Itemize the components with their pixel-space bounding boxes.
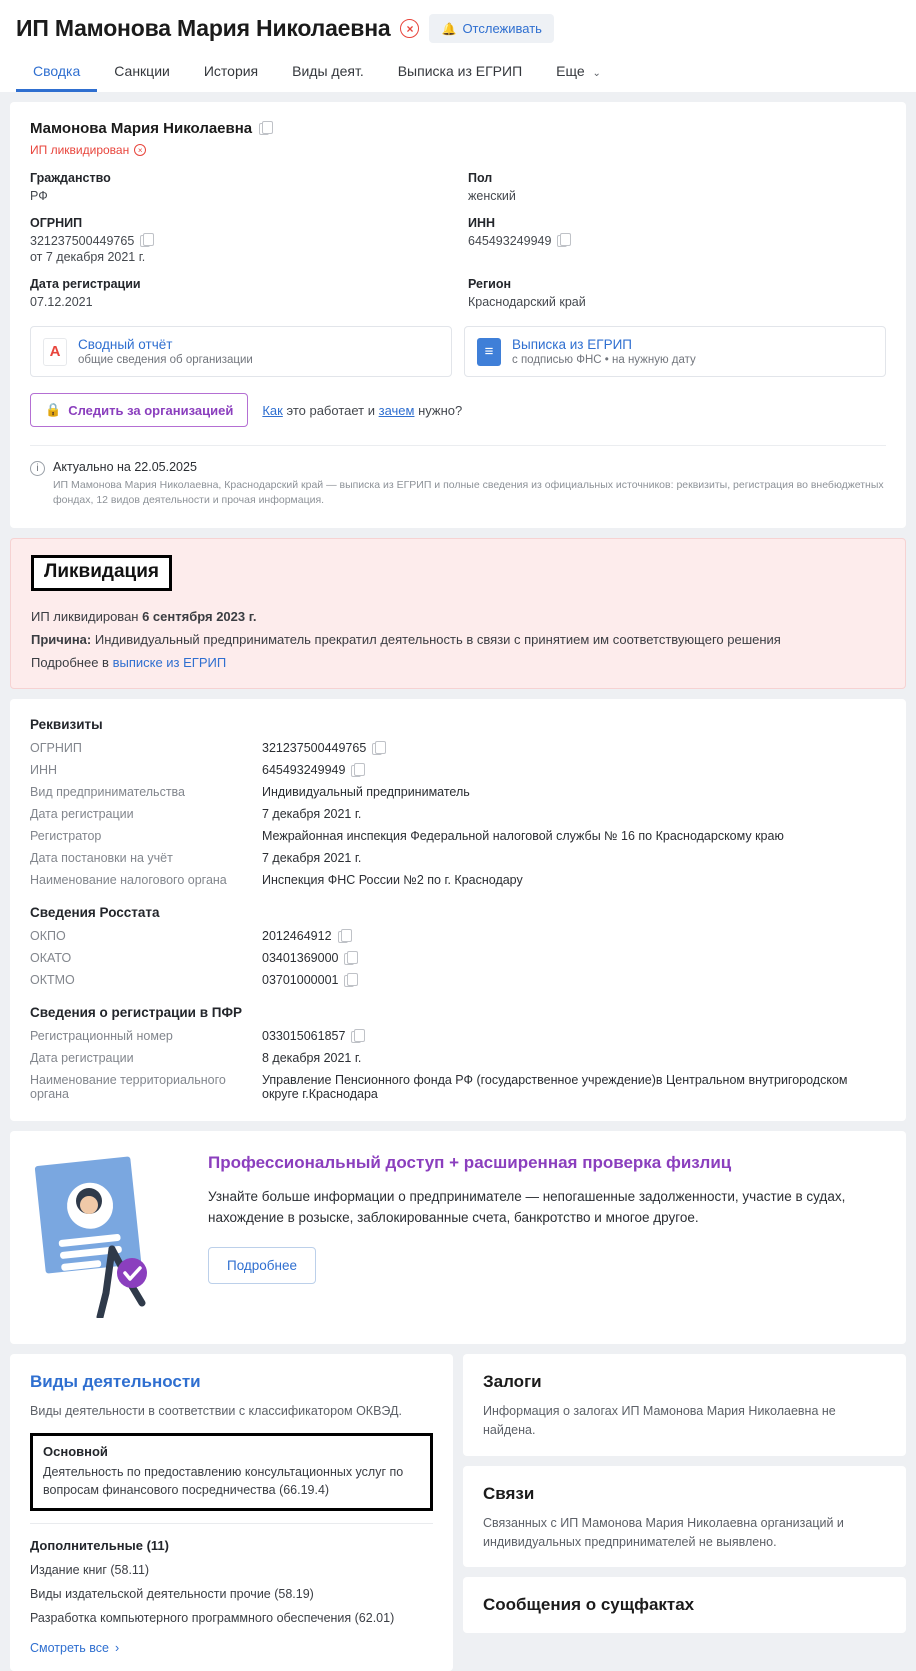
field-subvalue: от 7 декабря 2021 г. bbox=[30, 250, 146, 264]
row-value: 8 декабря 2021 г. bbox=[262, 1051, 362, 1066]
facts-title: Сообщения о сущфактах bbox=[483, 1595, 695, 1615]
field-label: Гражданство bbox=[30, 171, 111, 185]
tab-label: Сводка bbox=[33, 63, 81, 79]
promo-content bbox=[10, 1131, 906, 1344]
requisites-table bbox=[30, 741, 886, 887]
spacer bbox=[30, 987, 886, 1005]
row-key: ОКАТО bbox=[30, 951, 72, 966]
field-region bbox=[468, 277, 886, 309]
page-title: ИП Мамонова Мария Николаевна bbox=[16, 15, 391, 41]
pfr-title: Сведения о регистрации в ПФР bbox=[30, 1005, 243, 1021]
activities-item: Виды издательской деятельности прочие (58.19) bbox=[30, 1587, 314, 1602]
row-value: Инспекция ФНС России №2 по г. Краснодару bbox=[262, 873, 523, 888]
person-document-illustration bbox=[34, 1153, 184, 1318]
actual-title: Актуально на 22.05.2025 bbox=[53, 460, 197, 474]
field-citizenship bbox=[30, 171, 448, 203]
tab-more[interactable] bbox=[539, 55, 618, 92]
row-key: Регистратор bbox=[30, 829, 102, 844]
activities-main-label: Основной bbox=[43, 1444, 108, 1460]
chevron-down-icon: ⌄ bbox=[592, 68, 601, 79]
row-value-text: 645493249949 bbox=[262, 763, 346, 778]
activities-item: Издание книг (58.11) bbox=[30, 1563, 150, 1578]
row-value: Межрайонная инспекция Федеральной налоговой службы № 16 по Краснодарскому краю bbox=[262, 829, 784, 844]
watch-button-label: Отслеживать bbox=[462, 21, 542, 36]
facts-card bbox=[463, 1577, 906, 1633]
field-value-row bbox=[30, 234, 448, 248]
divider bbox=[30, 1523, 433, 1524]
spacer bbox=[30, 887, 886, 905]
copy-icon[interactable] bbox=[372, 743, 382, 755]
document-subtitle: общие сведения об организации bbox=[78, 354, 253, 366]
tab-label: История bbox=[203, 63, 259, 79]
entity-name-row bbox=[30, 120, 886, 137]
promo-text-block bbox=[208, 1153, 848, 1284]
right-column bbox=[463, 1354, 906, 1671]
field-value: РФ bbox=[30, 189, 48, 203]
liquidation-more-line bbox=[31, 655, 885, 670]
follow-button-label: Следить за организацией bbox=[68, 402, 234, 418]
summary-fields bbox=[30, 171, 886, 322]
row-value-text: 321237500449765 bbox=[262, 741, 367, 756]
header bbox=[0, 0, 916, 92]
copy-icon[interactable] bbox=[344, 975, 354, 987]
status-badge bbox=[30, 143, 886, 157]
copy-icon[interactable] bbox=[557, 235, 567, 247]
row-value: 7 декабря 2021 г. bbox=[262, 807, 362, 822]
promo-text: Узнайте больше информации о предпринимателе — непогашенные задолженности, участие в судах, нахождение в розыске, заблокированные счета, банкротство и многое другое. bbox=[208, 1189, 846, 1226]
requisites-card bbox=[10, 699, 906, 1121]
actual-text: ИП Мамонова Мария Николаевна, Краснодарский край — выписка из ЕГРИП и полные сведения из официальных источников: реквизиты, регистрация во внебюджетных фондах, 12 видов деятельности и прочая информация. bbox=[53, 479, 884, 507]
row-value-text: 03401369000 bbox=[262, 951, 339, 966]
row-key: Регистрационный номер bbox=[30, 1029, 173, 1044]
promo-title bbox=[208, 1153, 848, 1173]
activities-extra-label: Дополнительные (11) bbox=[30, 1538, 169, 1554]
how-link[interactable]: Как bbox=[262, 402, 283, 418]
liquidation-date: 6 сентября 2023 г. bbox=[142, 609, 257, 625]
field-sex bbox=[468, 171, 886, 203]
document-egrip-extract[interactable] bbox=[464, 326, 886, 377]
tab-label: Санкции bbox=[114, 63, 170, 79]
relations-title: Связи bbox=[483, 1483, 535, 1503]
liquidation-card bbox=[10, 538, 906, 689]
document-subtitle: с подписью ФНС • на нужную дату bbox=[512, 354, 696, 366]
activities-title[interactable]: Виды деятельности bbox=[30, 1372, 201, 1392]
pfr-table bbox=[30, 1029, 886, 1101]
row-key: Дата постановки на учёт bbox=[30, 851, 173, 866]
summary-card bbox=[10, 102, 906, 528]
pledges-card bbox=[463, 1354, 906, 1456]
liquidation-prefix: ИП ликвидирован bbox=[31, 609, 143, 625]
row-value bbox=[262, 929, 886, 943]
follow-row bbox=[30, 393, 886, 427]
field-label: ИНН bbox=[468, 216, 496, 230]
promo-title-accent: + расширенная проверка физлиц bbox=[449, 1153, 732, 1173]
tab-history[interactable] bbox=[187, 55, 275, 92]
field-value: женский bbox=[468, 189, 516, 203]
field-value: Краснодарский край bbox=[468, 295, 586, 309]
pdf-icon bbox=[43, 338, 67, 366]
watch-button[interactable] bbox=[429, 14, 553, 43]
status-text: ИП ликвидирован bbox=[30, 143, 130, 157]
row-key: Вид предпринимательства bbox=[30, 785, 185, 800]
row-key: ОГРНИП bbox=[30, 741, 82, 756]
pledges-text: Информация о залогах ИП Мамонова Мария Николаевна не найдена. bbox=[483, 1404, 836, 1438]
activities-see-all[interactable] bbox=[30, 1641, 433, 1655]
field-value: 321237500449765 bbox=[30, 234, 135, 248]
tab-label: Выписка из ЕГРИП bbox=[397, 63, 523, 79]
liquidation-reason-text: Индивидуальный предприниматель прекратил деятельность в связи с принятием им соответствующего решения bbox=[91, 632, 781, 648]
egrip-icon bbox=[477, 338, 501, 366]
lock-icon: 🔒 bbox=[45, 402, 62, 417]
field-label: Дата регистрации bbox=[30, 277, 141, 291]
row-value bbox=[262, 763, 886, 777]
row-key: ИНН bbox=[30, 763, 58, 778]
divider bbox=[30, 445, 886, 446]
field-label: Регион bbox=[468, 277, 512, 291]
activities-card bbox=[10, 1354, 453, 1671]
activities-item: Разработка компьютерного программного обеспечения (62.01) bbox=[30, 1611, 395, 1626]
tab-sanctions[interactable] bbox=[97, 55, 187, 92]
activities-subtitle: Виды деятельности в соответствии с классификатором ОКВЭД. bbox=[30, 1404, 402, 1419]
liquidation-reason-label: Причина: bbox=[31, 632, 92, 648]
row-key: Наименование налогового органа bbox=[30, 873, 227, 888]
activities-main-box bbox=[30, 1433, 433, 1511]
liquidation-date-line bbox=[31, 609, 885, 624]
liquidated-icon: × bbox=[400, 19, 419, 38]
document-summary-report[interactable] bbox=[30, 326, 452, 377]
rosstat-table bbox=[30, 929, 886, 987]
copy-icon[interactable] bbox=[351, 765, 361, 777]
field-ogrnip bbox=[30, 216, 448, 264]
row-key: Дата регистрации bbox=[30, 1051, 134, 1066]
promo-title-main: Профессиональный доступ bbox=[208, 1153, 450, 1173]
bell-icon: 🔔 bbox=[441, 21, 457, 36]
liquidated-icon: × bbox=[134, 144, 146, 156]
row-value bbox=[262, 1029, 886, 1043]
row-value: Управление Пенсионного фонда РФ (государственное учреждение)в Центральном внутригородском округе г.Краснодара bbox=[262, 1073, 848, 1102]
tab-egrip[interactable] bbox=[381, 55, 539, 92]
liquidation-title: Ликвидация bbox=[44, 561, 159, 583]
pledges-title: Залоги bbox=[483, 1372, 542, 1392]
liquidation-title-box bbox=[31, 555, 172, 591]
liquidation-more-prefix: Подробнее в bbox=[31, 655, 113, 671]
copy-icon[interactable] bbox=[344, 953, 354, 965]
bottom-columns bbox=[10, 1354, 906, 1671]
see-all-label: Смотреть все bbox=[30, 1641, 109, 1656]
promo-more-button[interactable]: Подробнее bbox=[208, 1247, 316, 1284]
tab-label: Еще bbox=[556, 63, 585, 79]
left-column bbox=[10, 1354, 453, 1671]
field-label: ОГРНИП bbox=[30, 216, 83, 230]
tabs bbox=[16, 55, 900, 92]
copy-icon[interactable] bbox=[351, 1031, 361, 1043]
liquidation-reason-line bbox=[31, 632, 885, 647]
row-value bbox=[262, 973, 886, 987]
copy-icon[interactable] bbox=[259, 123, 269, 135]
row-value: Индивидуальный предприниматель bbox=[262, 785, 470, 800]
follow-note-text: это работает и bbox=[286, 402, 375, 418]
field-label: Пол bbox=[468, 171, 493, 185]
entity-name: Мамонова Мария Николаевна bbox=[30, 120, 253, 137]
field-inn bbox=[468, 216, 886, 264]
copy-icon[interactable] bbox=[140, 235, 150, 247]
chevron-right-icon: › bbox=[114, 1641, 120, 1656]
field-value-row bbox=[468, 234, 886, 248]
tab-summary[interactable] bbox=[16, 55, 97, 92]
follow-note bbox=[262, 403, 462, 418]
rosstat-title: Сведения Росстата bbox=[30, 905, 160, 921]
row-key: Дата регистрации bbox=[30, 807, 134, 822]
field-value: 07.12.2021 bbox=[30, 295, 93, 309]
why-link[interactable]: зачем bbox=[378, 402, 415, 418]
row-value: 7 декабря 2021 г. bbox=[262, 851, 362, 866]
illustration-svg bbox=[34, 1153, 184, 1318]
documents-row bbox=[30, 326, 886, 377]
row-value-text: 03701000001 bbox=[262, 973, 339, 988]
info-icon: i bbox=[30, 461, 45, 476]
relations-text: Связанных с ИП Мамонова Мария Николаевна организаций и индивидуальных предпринимателей не выявлено. bbox=[483, 1515, 844, 1549]
tab-activities[interactable] bbox=[275, 55, 381, 92]
follow-note-text-end: нужно? bbox=[418, 402, 463, 418]
row-key: ОКТМО bbox=[30, 973, 75, 988]
field-value: 645493249949 bbox=[468, 234, 552, 248]
copy-icon[interactable] bbox=[338, 931, 348, 943]
row-key: ОКПО bbox=[30, 929, 66, 944]
row-value-text: 033015061857 bbox=[262, 1029, 346, 1044]
promo-card bbox=[10, 1131, 906, 1344]
row-value-text: 2012464912 bbox=[262, 929, 332, 944]
actual-info bbox=[30, 460, 886, 508]
document-title: Сводный отчёт bbox=[78, 337, 173, 352]
tab-label: Виды деят. bbox=[292, 63, 364, 79]
row-value bbox=[262, 951, 886, 965]
follow-organization-button[interactable] bbox=[30, 393, 248, 427]
row-value bbox=[262, 741, 886, 755]
activities-main-text: Деятельность по предоставлению консультационных услуг по вопросам финансового посредничества (66.19.4) bbox=[43, 1465, 404, 1498]
title-row bbox=[16, 14, 900, 43]
requisites-title: Реквизиты bbox=[30, 717, 103, 733]
row-key: Наименование территориального органа bbox=[30, 1073, 226, 1102]
egrip-extract-link[interactable]: выписке из ЕГРИП bbox=[112, 655, 227, 671]
document-title: Выписка из ЕГРИП bbox=[512, 337, 632, 352]
relations-card bbox=[463, 1466, 906, 1568]
field-reg-date bbox=[30, 277, 448, 309]
